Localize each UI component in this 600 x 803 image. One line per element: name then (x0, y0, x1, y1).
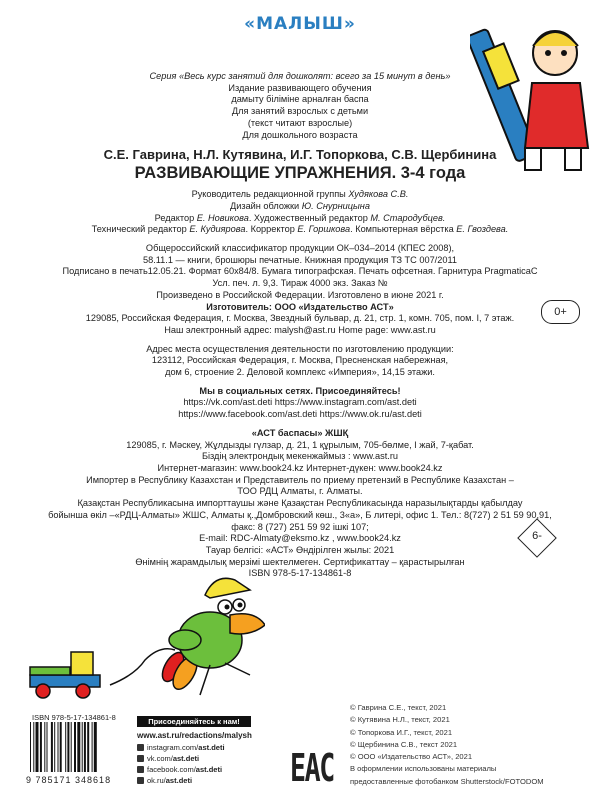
copyright-line: © Топоркова И.Г., текст, 2021 (350, 727, 453, 737)
link-handle: ast.deti (195, 765, 223, 774)
book-title: РАЗВИВАЮЩИЕ УПРАЖНЕНИЯ. 3-4 года (134, 164, 466, 183)
ok-icon (137, 777, 144, 784)
label: . Художественный редактор (248, 212, 368, 223)
kz-line: Өнімнің жарамдылық мерзімі шектелмеген. Сертификаттау – қарастырылған (135, 556, 465, 567)
join-us-banner: Присоединяйтесь к нам! (137, 716, 251, 727)
age-rating-badge: 0+ (541, 300, 580, 324)
print-line: Общероссийский классификатор продукции ОК–034–2014 (КПЕС 2008), (145, 243, 455, 254)
credit-line (40, 189, 560, 201)
copyright-block (350, 702, 544, 788)
social-link[interactable] (137, 754, 199, 763)
kz-line: ISBN 978-5-17-134861-8 (248, 568, 352, 579)
social-link[interactable] (137, 776, 192, 785)
copyright-line: предоставленные фотобанком Shutterstock/FOTODOM (350, 776, 544, 786)
name: Е. Гвоздева. (456, 224, 509, 235)
label: Редактор (154, 212, 195, 223)
kz-line: факс: 8 (727) 251 59 92 ішкі 107; (231, 521, 369, 532)
edition-line: дамыту біліміне арналған баспа (231, 94, 369, 105)
kz-line: 129085, г. Мәскеу, Жұлдызды гүлзар, д. 21, 1 құрылым, 705-бөлме, I жай, 7-қабат. (126, 439, 474, 450)
name: М. Стародубцев. (370, 212, 446, 223)
copyright-line: В оформлении использованы материалы (350, 764, 497, 774)
label: . Компьютерная вёрстка (350, 224, 454, 235)
credit-line (40, 224, 560, 236)
barcode (30, 722, 116, 778)
copyright-line: © ООО «Издательство АСТ», 2021 (350, 752, 473, 762)
kz-line: Интернет-магазин: www.book24.kz Интернет-дүкен: www.book24.kz (157, 462, 443, 473)
link-prefix: facebook.com/ (147, 765, 196, 774)
link-handle: ast.deti (165, 776, 193, 785)
manufacturer: Изготовитель: ООО «Издательство АСТ» (206, 301, 394, 312)
publisher-logo: «МАЛЫШ» (244, 14, 356, 34)
bird-with-cart-illustration (25, 565, 265, 705)
authors: С.Е. Гаврина, Н.Л. Кутявина, И.Г. Топоркова, С.В. Щербинина (103, 147, 497, 163)
social-line: https://vk.com/ast.deti https://www.instagram.com/ast.deti (183, 397, 417, 408)
edition-line: (текст читают взрослые) (247, 117, 353, 128)
print-line: 58.11.1 — книги, брошюры печатные. Книжная продукция ТЗ ТС 007/2011 (142, 254, 457, 265)
kz-line: Импортер в Республику Казахстан и Представитель по приему претензий в Республике Казахстан – (86, 474, 514, 485)
credit-line (40, 213, 560, 225)
website-link[interactable]: www.ast.ru/redactions/malysh (137, 731, 252, 740)
imprint-text (40, 71, 560, 580)
social-link[interactable] (137, 743, 225, 752)
social-line: https://www.facebook.com/ast.deti https://www.ok.ru/ast.deti (178, 409, 422, 420)
label: . Корректор (245, 224, 295, 235)
kz-line: Қазақстан Республикасына импорттаушы және Қазақстан Республикасында наразылықтарды қабылдау (77, 498, 523, 509)
kz-heading: «АСТ баспасы» ЖШҚ (251, 427, 349, 438)
print-line: Подписано в печать12.05.21. Формат 60х84/8. Бумага типографская. Печать офсетная. Гарнитура PragmaticaC (62, 266, 538, 277)
kz-line: Тауар белгісі: «АСТ» Өндірілген жылы: 2021 (205, 544, 395, 555)
series-line: Серия «Весь курс занятий для дошколят: всего за 15 минут в день» (149, 71, 451, 81)
kz-line: E-mail: RDC-Almaty@eksmo.kz , www.book24.kz (199, 533, 401, 544)
manufacturer-line: 129085, Российская Федерация, г. Москва, Звездный бульвар, д. 21, стр. 1, комн. 705, пом. I, 7 этаж. (85, 313, 515, 324)
name: Е. Горшкова (297, 224, 351, 235)
link-prefix: instagram.com/ (147, 743, 199, 752)
kz-line: бойынша өкіл –«РДЦ-Алматы» ЖШС, Алматы қ.,Домбровский көш., 3«а», Б литерi, офис 1. Тел.: 8(727) 2 51 59 90,91, (48, 509, 552, 520)
copyright-line: © Кутявина Н.Л., текст, 2021 (350, 715, 450, 725)
vk-icon (137, 755, 144, 762)
link-prefix: vk.com/ (147, 754, 173, 763)
edition-line: Для дошкольного возраста (242, 129, 358, 140)
label: Дизайн обложки (230, 200, 300, 211)
print-line: Усл. печ. л. 9,3. Тираж 4000 экз. Заказ № (212, 278, 388, 289)
edition-line: Для занятий взрослых с детьми (231, 106, 369, 117)
label: Руководитель редакционной группы (191, 189, 346, 200)
production-line: дом 6, строение 2. Деловой комплекс «Империя», 14,15 этажи. (165, 367, 435, 378)
age-rating-kz: 6- (532, 530, 542, 542)
credit-line (40, 201, 560, 213)
manufacturer-line: Наш электронный адрес: malysh@ast.ru Home page: www.ast.ru (164, 324, 436, 335)
barcode-digits: 9 785171 348618 (26, 775, 112, 785)
barcode-isbn: ISBN 978-5-17-134861-8 (32, 713, 116, 722)
eac-mark: EAC (290, 746, 334, 790)
link-handle: ast.deti (198, 743, 225, 752)
kz-line: ТОО РДЦ Алматы, г. Алматы. (237, 486, 363, 497)
name: Е. Кудиярова (189, 224, 246, 235)
production-line: Адрес места осуществления деятельности по изготовлению продукции: (146, 343, 454, 354)
name: Худякова С.В. (348, 189, 409, 200)
copyright-line: © Щербинина С.В., текст 2021 (350, 739, 458, 749)
copyright-line: © Гаврина С.Е., текст, 2021 (350, 703, 447, 712)
link-prefix: ok.ru/ (147, 776, 166, 785)
print-line: Произведено в Российской Федерации. Изготовлено в июне 2021 г. (156, 289, 444, 300)
name: Е. Новикова (196, 212, 249, 223)
edition-line: Издание развивающего обучения (228, 82, 372, 93)
social-link[interactable] (137, 765, 222, 774)
instagram-icon (137, 744, 144, 751)
link-handle: ast.deti (172, 754, 200, 763)
production-line: 123112, Российская Федерация, г. Москва, Пресненская набережная, (151, 355, 449, 366)
label: Технический редактор (91, 224, 187, 235)
facebook-icon (137, 766, 144, 773)
social-heading: Мы в социальных сетях. Присоединяйтесь! (199, 385, 401, 396)
name: Ю. Снурницына (301, 200, 370, 211)
kz-line: Біздің электрондық мекенжаймыз : www.ast.ru (201, 451, 399, 462)
